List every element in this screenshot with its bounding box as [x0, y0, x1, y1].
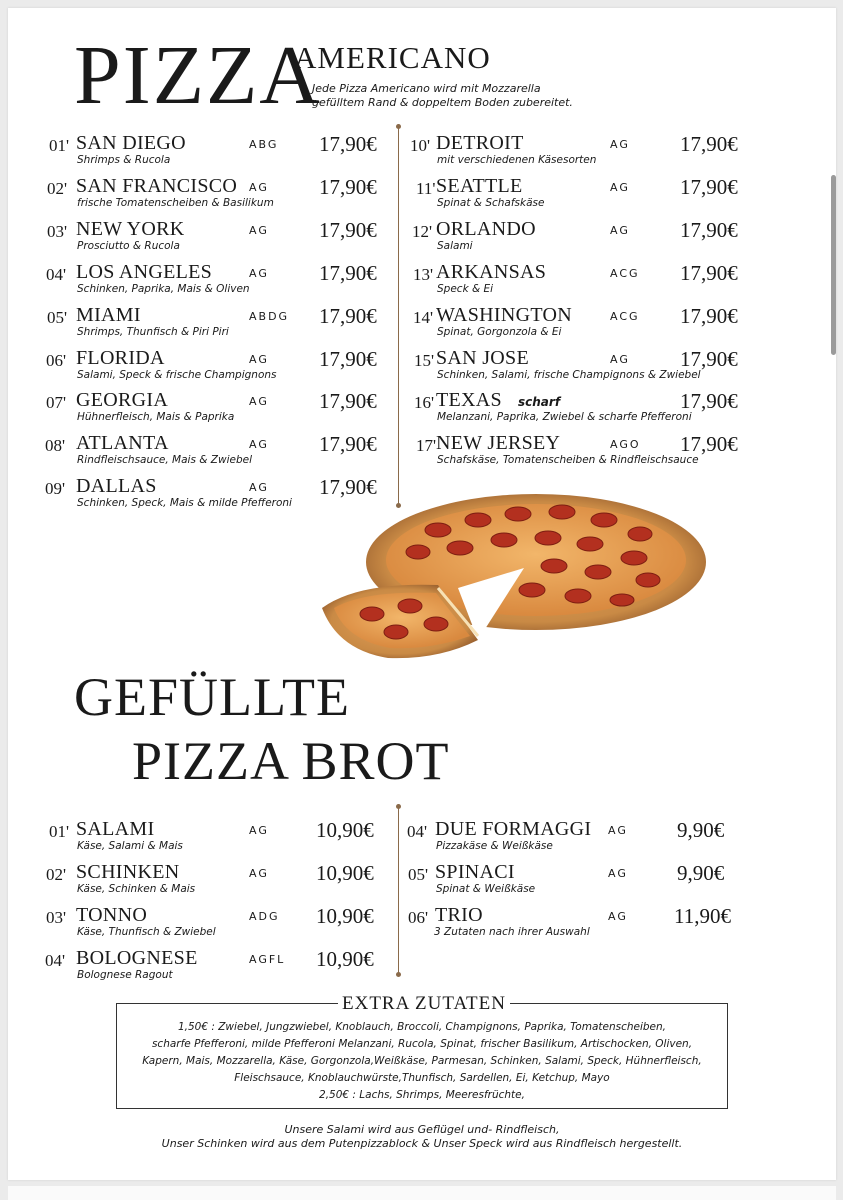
item-number: 17' — [416, 436, 437, 455]
item-name: ARKANSAS — [436, 261, 547, 283]
item-number: 13' — [413, 265, 434, 284]
item-description: Prosciutto & Rucola — [77, 240, 180, 252]
item-price: 17,90€ — [680, 347, 738, 371]
item-description: Schinken, Salami, frische Champignons & Zwiebel — [437, 369, 701, 381]
item-description: Schinken, Paprika, Mais & Oliven — [77, 283, 250, 295]
item-name: NEW JERSEY — [436, 432, 561, 454]
divider-dot — [396, 972, 401, 977]
item-number: 08' — [45, 436, 66, 455]
allergen-codes: AG — [249, 353, 269, 366]
item-name: SAN FRANCISCO — [76, 175, 238, 197]
extras-line: 2,50€ : Lachs, Shrimps, Meeresfrüchte, — [319, 1089, 525, 1101]
item-number: 01' — [49, 822, 70, 841]
item-price: 17,90€ — [680, 132, 738, 156]
allergen-codes: AG — [249, 395, 269, 408]
item-name: SAN JOSE — [436, 347, 529, 369]
item-price: 9,90€ — [677, 861, 725, 885]
item-name: DUE FORMAGGI — [435, 818, 592, 840]
item-price: 17,90€ — [319, 475, 377, 499]
allergen-codes: AGO — [610, 438, 641, 451]
section-title-pizza-brot: PIZZA BROT — [132, 731, 450, 791]
allergen-codes: AG — [610, 138, 630, 151]
allergen-codes: ABG — [249, 138, 279, 151]
pepperoni-pizza-image — [318, 490, 710, 662]
item-price: 17,90€ — [319, 132, 377, 156]
allergen-codes: AG — [249, 267, 269, 280]
item-name: ORLANDO — [436, 218, 536, 240]
allergen-codes: AG — [608, 867, 628, 880]
item-number: 09' — [45, 479, 66, 498]
item-price: 17,90€ — [319, 432, 377, 456]
item-name: MIAMI — [76, 304, 141, 326]
item-price: 9,90€ — [677, 818, 725, 842]
allergen-codes: AG — [608, 824, 628, 837]
item-name: SAN DIEGO — [76, 132, 186, 154]
next-page-edge — [8, 1186, 836, 1200]
extras-line: scharfe Pfefferoni, milde Pfefferoni Melanzani, Rucola, Spinat, frischer Basilikum, Artischocken, Oliven, — [151, 1038, 693, 1050]
item-number: 02' — [46, 865, 67, 884]
item-price: 17,90€ — [319, 175, 377, 199]
allergen-codes: AG — [610, 353, 630, 366]
item-price: 17,90€ — [319, 218, 377, 242]
allergen-codes: AG — [249, 867, 269, 880]
item-name: TEXAS — [436, 389, 502, 411]
footer-note-salami: Unsere Salami wird aus Geflügel und- Rindfleisch, — [284, 1123, 560, 1136]
item-description: Spinat & Weißkäse — [436, 883, 536, 895]
item-price: 17,90€ — [680, 218, 738, 242]
allergen-codes: AGFL — [249, 953, 286, 966]
allergen-codes: ADG — [249, 910, 280, 923]
item-description: Spinat, Gorgonzola & Ei — [437, 326, 562, 338]
item-description: Speck & Ei — [437, 283, 494, 295]
item-name: FLORIDA — [76, 347, 165, 369]
allergen-codes: AG — [249, 224, 269, 237]
item-description: Bolognese Ragout — [77, 969, 173, 981]
column-divider — [398, 808, 399, 976]
item-description: 3 Zutaten nach ihrer Auswahl — [434, 926, 590, 938]
item-price: 17,90€ — [319, 389, 377, 413]
item-number: 14' — [413, 308, 434, 327]
item-description: Schinken, Speck, Mais & milde Pfefferoni — [77, 497, 292, 509]
item-number: 07' — [46, 393, 67, 412]
item-description: Salami, Speck & frische Champignons — [77, 369, 277, 381]
item-number: 04' — [407, 822, 428, 841]
scrollbar[interactable] — [831, 175, 836, 355]
section-title-pizza: PIZZA — [74, 29, 322, 122]
allergen-codes: ACG — [610, 310, 640, 323]
item-description: Spinat & Schafskäse — [437, 197, 545, 209]
item-number: 12' — [412, 222, 433, 241]
item-price: 17,90€ — [680, 389, 738, 413]
item-name: GEORGIA — [76, 389, 169, 411]
allergen-codes: ABDG — [249, 310, 290, 323]
item-description: Käse, Schinken & Mais — [77, 883, 196, 895]
extras-line: Kapern, Mais, Mozzarella, Käse, Gorgonzola,Weißkäse, Parmesan, Schinken, Salami, Speck, Hühnerfleisch, — [142, 1055, 702, 1067]
item-number: 11' — [416, 179, 436, 198]
item-description: Pizzakäse & Weißkäse — [436, 840, 553, 852]
item-name: SCHINKEN — [76, 861, 180, 883]
item-name: BOLOGNESE — [76, 947, 198, 969]
extras-line: 1,50€ : Zwiebel, Jungzwiebel, Knoblauch, Broccoli, Champignons, Paprika, Tomatenscheiben, — [177, 1021, 667, 1033]
intro-line-1: Jede Pizza Americano wird mit Mozzarella — [312, 82, 541, 95]
item-number: 05' — [47, 308, 68, 327]
allergen-codes: AG — [610, 181, 630, 194]
item-price: 10,90€ — [316, 947, 374, 971]
item-name: NEW YORK — [76, 218, 185, 240]
item-number: 04' — [45, 951, 66, 970]
item-price: 17,90€ — [319, 261, 377, 285]
item-number: 15' — [414, 351, 435, 370]
allergen-codes: AG — [610, 224, 630, 237]
footer-note-schinken: Unser Schinken wird aus dem Putenpizzablock & Unser Speck wird aus Rindfleisch hergestellt. — [161, 1137, 683, 1150]
item-number: 01' — [49, 136, 70, 155]
item-number: 10' — [410, 136, 431, 155]
item-name: SPINACI — [435, 861, 515, 883]
item-description: Käse, Salami & Mais — [77, 840, 183, 852]
extras-line: Fleischsauce, Knoblauchwürste,Thunfisch, Sardellen, Ei, Ketchup, Mayo — [234, 1072, 610, 1084]
item-name: TRIO — [435, 904, 483, 926]
item-number: 04' — [46, 265, 67, 284]
item-name: WASHINGTON — [436, 304, 572, 326]
item-description: Käse, Thunfisch & Zwiebel — [77, 926, 216, 938]
allergen-codes: ACG — [610, 267, 640, 280]
item-number: 16' — [414, 393, 435, 412]
item-price: 17,90€ — [680, 432, 738, 456]
item-description: Salami — [437, 240, 473, 252]
column-divider — [398, 128, 399, 506]
item-number: 03' — [47, 222, 68, 241]
item-number: 06' — [46, 351, 67, 370]
extras-title: EXTRA ZUTATEN — [338, 994, 510, 1013]
allergen-codes: AG — [249, 438, 269, 451]
item-description: Shrimps & Rucola — [77, 154, 171, 166]
item-price: 17,90€ — [680, 261, 738, 285]
item-description: Rindfleischsauce, Mais & Zwiebel — [77, 454, 253, 466]
section-title-gefuellte: GEFÜLLTE — [74, 667, 350, 727]
item-name: SEATTLE — [436, 175, 523, 197]
allergen-codes: AG — [249, 181, 269, 194]
spicy-label: scharf — [518, 395, 561, 409]
item-price: 10,90€ — [316, 861, 374, 885]
item-name: LOS ANGELES — [76, 261, 213, 283]
item-name: DETROIT — [436, 132, 524, 154]
section-subtitle-americano: AMERICANO — [294, 40, 491, 75]
item-price: 10,90€ — [316, 818, 374, 842]
item-price: 10,90€ — [316, 904, 374, 928]
item-description: Schafskäse, Tomatenscheiben & Rindfleischsauce — [437, 454, 699, 466]
item-number: 05' — [408, 865, 429, 884]
item-number: 03' — [46, 908, 67, 927]
item-price: 17,90€ — [680, 304, 738, 328]
intro-line-2: gefülltem Rand & doppeltem Boden zubereitet. — [312, 96, 573, 109]
americano-intro — [312, 82, 573, 110]
allergen-codes: AG — [249, 481, 269, 494]
allergen-codes: AG — [249, 824, 269, 837]
item-name: ATLANTA — [76, 432, 169, 454]
item-name: DALLAS — [76, 475, 157, 497]
item-price: 17,90€ — [319, 347, 377, 371]
item-price: 11,90€ — [674, 904, 731, 928]
item-description: Hühnerfleisch, Mais & Paprika — [77, 411, 235, 423]
item-price: 17,90€ — [680, 175, 738, 199]
item-description: Shrimps, Thunfisch & Piri Piri — [77, 326, 229, 338]
item-description: frische Tomatenscheiben & Basilikum — [77, 197, 274, 209]
item-name: SALAMI — [76, 818, 155, 840]
item-number: 02' — [47, 179, 68, 198]
item-number: 06' — [408, 908, 429, 927]
item-price: 17,90€ — [319, 304, 377, 328]
item-description: Melanzani, Paprika, Zwiebel & scharfe Pfefferoni — [437, 411, 692, 423]
allergen-codes: AG — [608, 910, 628, 923]
item-description: mit verschiedenen Käsesorten — [437, 154, 597, 166]
item-name: TONNO — [76, 904, 148, 926]
